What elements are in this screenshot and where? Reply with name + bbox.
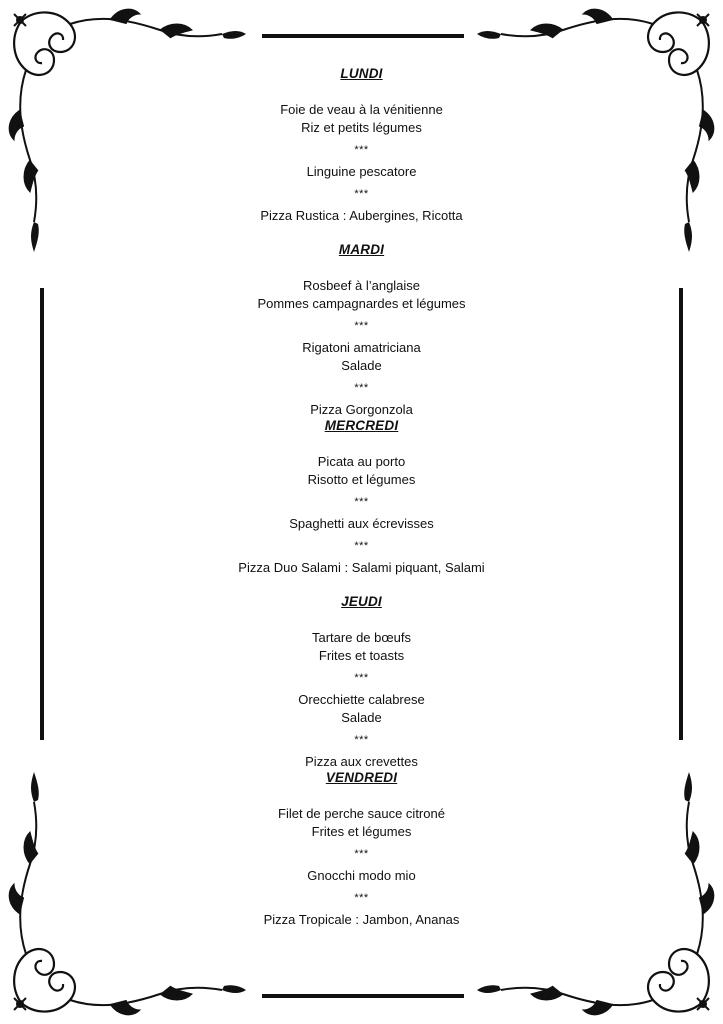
dish-line: Rosbeef à l’anglaise [302, 278, 421, 293]
weekly-menu [120, 64, 603, 944]
dish-line: Salade [341, 710, 382, 725]
dish-line: Pizza Rustica : Aubergines, Ricotta [260, 208, 463, 223]
dish-line: Frites et toasts [318, 648, 405, 663]
dish-line: Gnocchi modo mio [307, 868, 416, 883]
course-separator: *** [354, 848, 369, 860]
dish-line: Pizza aux crevettes [305, 754, 418, 769]
course-separator: *** [354, 540, 369, 552]
left-rule [40, 288, 44, 740]
dish-line: Pommes campagnardes et légumes [257, 296, 466, 311]
dish-line: Tartare de bœufs [312, 630, 411, 645]
course-separator: *** [354, 382, 369, 394]
day-section-mercredi [120, 416, 603, 592]
dish-line: Pizza Duo Salami : Salami piquant, Salami [238, 560, 485, 575]
dish-line: Foie de veau à la vénitienne [280, 102, 443, 117]
dish-line: Risotto et légumes [307, 472, 416, 487]
day-title: JEUDI [341, 594, 382, 609]
dish-line: Rigatoni amatriciana [302, 340, 421, 355]
dish-line: Pizza Gorgonzola [310, 402, 413, 417]
day-title: VENDREDI [325, 770, 398, 785]
course-separator: *** [354, 734, 369, 746]
course-separator: *** [354, 188, 369, 200]
course-separator: *** [354, 320, 369, 332]
dish-line: Orecchiette calabrese [298, 692, 425, 707]
dish-line: Spaghetti aux écrevisses [289, 516, 434, 531]
bottom-rule [262, 994, 464, 998]
dish-line: Picata au porto [317, 454, 406, 469]
day-section-mardi [120, 240, 603, 416]
day-section-lundi [120, 64, 603, 240]
dish-line: Linguine pescatore [306, 164, 417, 179]
dish-line: Filet de perche sauce citroné [278, 806, 445, 821]
dish-line: Riz et petits légumes [301, 120, 422, 135]
dish-line: Frites et légumes [311, 824, 412, 839]
day-section-vendredi [120, 768, 603, 944]
day-section-jeudi [120, 592, 603, 768]
dish-line: Pizza Tropicale : Jambon, Ananas [263, 912, 460, 927]
day-title: MERCREDI [324, 418, 399, 433]
course-separator: *** [354, 892, 369, 904]
course-separator: *** [354, 672, 369, 684]
dish-line: Salade [341, 358, 382, 373]
course-separator: *** [354, 496, 369, 508]
right-rule [679, 288, 683, 740]
day-title: LUNDI [340, 66, 383, 81]
top-rule [262, 34, 464, 38]
course-separator: *** [354, 144, 369, 156]
day-title: MARDI [338, 242, 385, 257]
